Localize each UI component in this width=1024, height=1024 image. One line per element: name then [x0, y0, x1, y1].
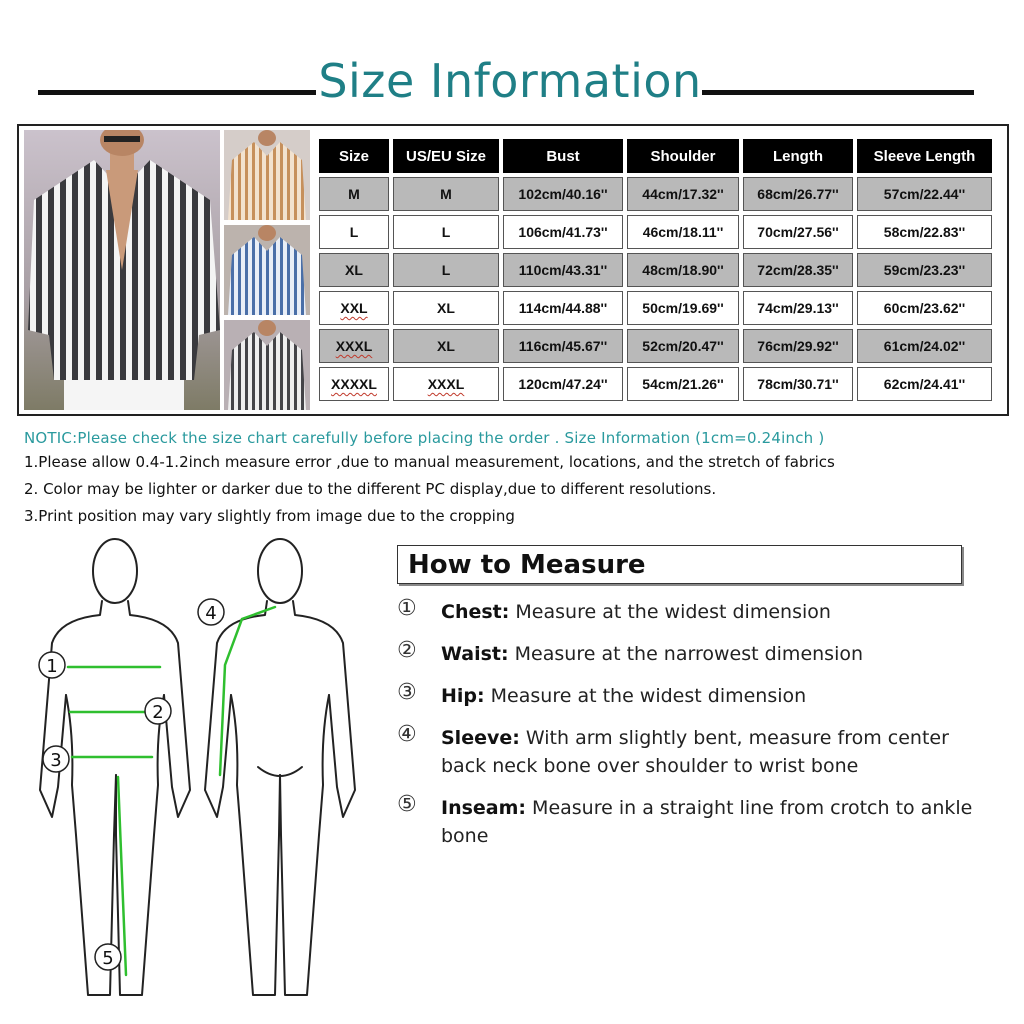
measure-label: Sleeve: [441, 727, 520, 749]
circled-number: ② [397, 638, 417, 663]
cell-shoulder: 46cm/18.11'' [627, 215, 739, 249]
cell-sleeve-length: 59cm/23.23'' [857, 253, 992, 287]
cell-bust: 110cm/43.31'' [503, 253, 623, 287]
cell-bust: 102cm/40.16'' [503, 177, 623, 211]
how-to-measure-header [397, 545, 962, 584]
measure-text [441, 682, 981, 710]
table-row [319, 177, 992, 211]
header-sleeve-length: Sleeve Length [857, 139, 992, 173]
note-item: 2. Color may be lighter or darker due to the different PC display,due to different resolutions. [24, 480, 717, 498]
cell-us-eu-size: XXXL [393, 367, 499, 401]
header-size: Size [319, 139, 389, 173]
cell-length: 68cm/26.77'' [743, 177, 853, 211]
marker-2: 2 [152, 702, 164, 723]
product-photo-tan [224, 130, 310, 220]
marker-3: 3 [50, 750, 62, 771]
marker-4: 4 [205, 603, 217, 624]
header-length: Length [743, 139, 853, 173]
product-photo-blue [224, 225, 310, 315]
cell-bust: 120cm/47.24'' [503, 367, 623, 401]
cell-size: XXXXL [319, 367, 389, 401]
product-photo-gray [224, 320, 310, 410]
measure-label: Waist: [441, 643, 509, 665]
cell-bust: 114cm/44.88'' [503, 291, 623, 325]
product-photos [24, 130, 310, 410]
table-row [319, 329, 992, 363]
measure-description: With arm slightly bent, measure from center back neck bone over shoulder to wrist bone [441, 727, 949, 777]
table-row [319, 253, 992, 287]
size-table [315, 135, 996, 405]
table-row [319, 215, 992, 249]
cell-sleeve-length: 57cm/22.44'' [857, 177, 992, 211]
cell-length: 72cm/28.35'' [743, 253, 853, 287]
size-notice: NOTIC:Please check the size chart carefully before placing the order . Size Information (1cm=0.24inch ) [24, 429, 825, 447]
cell-shoulder: 52cm/20.47'' [627, 329, 739, 363]
cell-us-eu-size: XL [393, 291, 499, 325]
cell-sleeve-length: 62cm/24.41'' [857, 367, 992, 401]
circled-number: ③ [397, 680, 417, 705]
cell-bust: 106cm/41.73'' [503, 215, 623, 249]
cell-size: L [319, 215, 389, 249]
title-rule-left [38, 90, 316, 95]
marker-5: 5 [102, 948, 114, 969]
circled-number: ④ [397, 722, 417, 747]
circled-number: ① [397, 596, 417, 621]
measure-description: Measure in a straight line from crotch to ankle bone [441, 797, 973, 847]
cell-size: XL [319, 253, 389, 287]
table-row [319, 367, 992, 401]
measure-description: Measure at the widest dimension [484, 685, 807, 707]
cell-shoulder: 48cm/18.90'' [627, 253, 739, 287]
size-chart-frame [17, 124, 1009, 416]
measure-text [441, 640, 981, 668]
cell-size: XXL [319, 291, 389, 325]
cell-length: 78cm/30.71'' [743, 367, 853, 401]
measure-label: Hip: [441, 685, 485, 707]
page-title: Size Information [318, 54, 702, 108]
cell-us-eu-size: M [393, 177, 499, 211]
measure-description: Measure at the widest dimension [509, 601, 831, 623]
product-photo-main [24, 130, 220, 410]
header-shoulder: Shoulder [627, 139, 739, 173]
measure-text [441, 794, 981, 850]
cell-sleeve-length: 58cm/22.83'' [857, 215, 992, 249]
measure-description: Measure at the narrowest dimension [508, 643, 864, 665]
note-item: 1.Please allow 0.4-1.2inch measure error ,due to manual measurement, locations, and the stretch of fabrics [24, 453, 835, 471]
cell-length: 76cm/29.92'' [743, 329, 853, 363]
cell-shoulder: 54cm/21.26'' [627, 367, 739, 401]
measure-label: Chest: [441, 601, 510, 623]
cell-size: XXXL [319, 329, 389, 363]
header-us-eu-size: US/EU Size [393, 139, 499, 173]
measure-text [441, 724, 981, 780]
marker-1: 1 [46, 656, 58, 677]
cell-sleeve-length: 60cm/23.62'' [857, 291, 992, 325]
circled-number: ⑤ [397, 792, 417, 817]
cell-us-eu-size: L [393, 215, 499, 249]
cell-length: 74cm/29.13'' [743, 291, 853, 325]
title-rule-right [702, 90, 974, 95]
table-row [319, 291, 992, 325]
cell-us-eu-size: L [393, 253, 499, 287]
measure-text [441, 598, 981, 626]
note-item: 3.Print position may vary slightly from image due to the cropping [24, 507, 515, 525]
measure-label: Inseam: [441, 797, 527, 819]
header-bust: Bust [503, 139, 623, 173]
cell-us-eu-size: XL [393, 329, 499, 363]
cell-shoulder: 44cm/17.32'' [627, 177, 739, 211]
cell-sleeve-length: 61cm/24.02'' [857, 329, 992, 363]
cell-bust: 116cm/45.67'' [503, 329, 623, 363]
cell-length: 70cm/27.56'' [743, 215, 853, 249]
cell-size: M [319, 177, 389, 211]
how-to-measure-title: How to Measure [408, 550, 646, 580]
measurement-diagram [30, 535, 370, 1005]
cell-shoulder: 50cm/19.69'' [627, 291, 739, 325]
table-header-row [319, 139, 992, 173]
